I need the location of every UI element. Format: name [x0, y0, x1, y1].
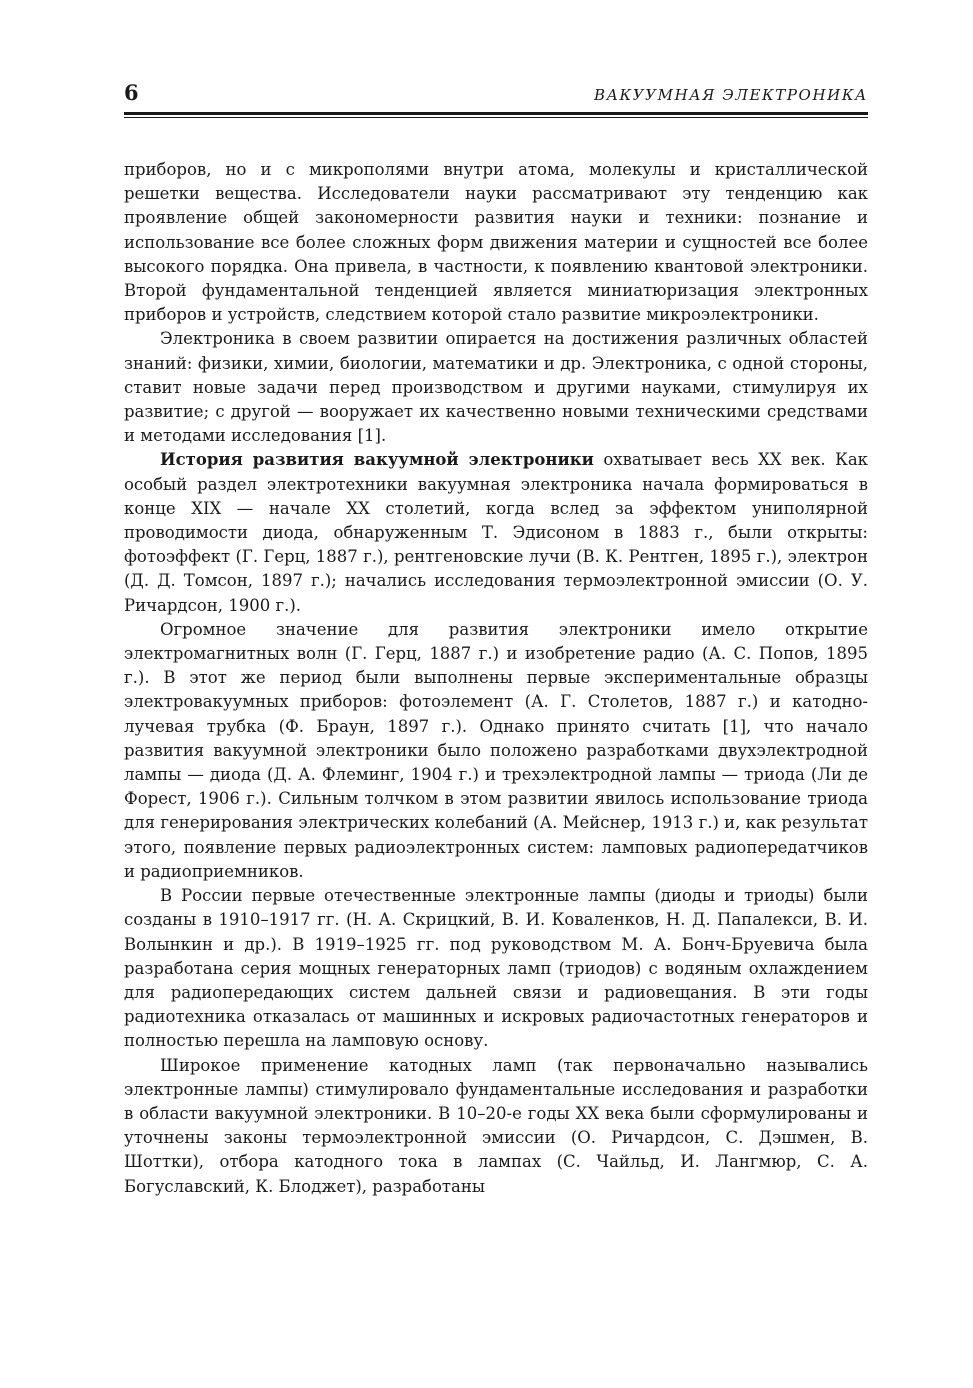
paragraph: Огромное значение для развития электроники имело открытие электромагнитных волн (Г. Герц, 1887 г.) и изобретение радио (А. С. Попов, 1895 г.). В этот же период были выполнены первые экспериментальные образцы электровакуумных приборов: фотоэлемент (А. Г. Столетов, 1887 г.) и катодно-лучевая трубка (Ф. Браун, 1897 г.). Однако принято считать [1], что начало развития вакуумной электроники было положено разработками двухэлектродной лампы — диода (Д. А. Флеминг, 1904 г.) и трехэлектродной лампы — триода (Ли де Форест, 1906 г.). Сильным толчком в этом развитии явилось использование триода для генерирования электрических колебаний (А. Мейснер, 1913 г.) и, как результат этого, появление первых радиоэлектронных систем: ламповых радиопередатчиков и радиоприемников. [124, 619, 868, 881]
paragraph: Широкое применение катодных ламп (так первоначально назывались электронные лампы) стимулировало фундаментальные исследования и разработки в области вакуумной электроники. В 10–20-е годы XX века были сформулированы и уточнены законы термоэлектронной эмиссии (О. Ричардсон, С. Дэшмен, В. Шоттки), отбора катодного тока в лампах (С. Чайльд, И. Лангмюр, С. А. Богуславский, К. Блоджет), разработаны [124, 1055, 868, 1196]
running-title: ВАКУУМНАЯ ЭЛЕКТРОНИКА [593, 86, 868, 104]
header-rule-thick [124, 112, 868, 115]
paragraph [124, 448, 868, 617]
paragraph-lead-bold: История развития вакуумной электроники [160, 450, 594, 470]
body-text [124, 158, 868, 1199]
paragraph-body: охватывает весь XX век. Как особый раздел электротехники вакуумная электроника начала формироваться в конце XIX — начале XX столетий, когда вслед за эффектом униполярной проводимости диода, обнаруженным Т. Эдисоном в 1883 г., были открыты: фотоэффект (Г. Герц, 1887 г.), рентгеновские лучи (В. К. Рентген, 1895 г.), электрон (Д. Д. Томсон, 1897 г.); начались исследования термоэлектронной эмиссии (О. У. Ричардсон, 1900 г.). [124, 450, 868, 615]
running-head [124, 76, 868, 110]
paragraph: Электроника в своем развитии опирается на достижения различных областей знаний: физики, химии, биологии, математики и др. Электроника, с одной стороны, ставит новые задачи перед производством и другими науками, стимулируя их развитие; с другой — вооружает их качественно новыми техническими средствами и методами исследования [1]. [124, 329, 868, 446]
book-page [124, 76, 868, 1199]
header-rule-thin [124, 117, 868, 118]
page-number: 6 [124, 80, 139, 105]
paragraph-continuation: приборов, но и с микрополями внутри атома, молекулы и кристаллической решетки вещества. Исследователи науки рассматривают эту тенденцию как проявление общей закономерности развития науки и техники: познание и использование все более сложных форм движения материи и сущностей все более высокого порядка. Она привела, в частности, к появлению квантовой электроники. Второй фундаментальной тенденцией является миниатюризация электронных приборов и устройств, следствием которой стало развитие микроэлектроники. [124, 160, 868, 325]
paragraph: В России первые отечественные электронные лампы (диоды и триоды) были созданы в 1910–1917 гг. (Н. А. Скрицкий, В. И. Коваленков, Н. Д. Папалекси, В. И. Волынкин и др.). В 1919–1925 гг. под руководством М. А. Бонч-Бруевича была разработана серия мощных генераторных ламп (триодов) с водяным охлаждением для радиопередающих систем дальней связи и радиовещания. В эти годы радиотехника отказалась от машинных и искровых радиочастотных генераторов и полностью перешла на ламповую основу. [124, 886, 868, 1051]
